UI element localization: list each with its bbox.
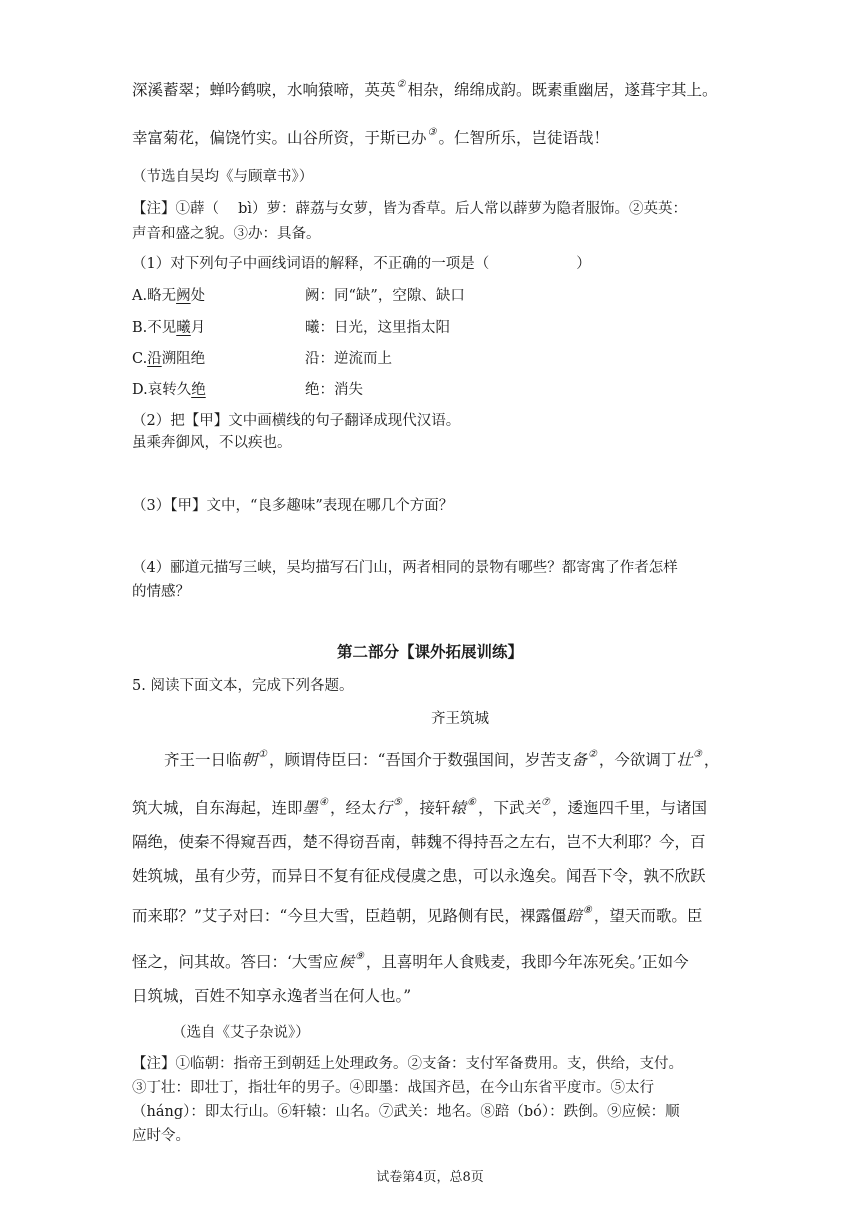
text: 处: [190, 288, 206, 304]
question-4-line: 的情感？: [132, 584, 190, 600]
note-line: 应时令。: [132, 1128, 190, 1144]
option-letter: A.: [132, 288, 148, 304]
text: 辕: [450, 799, 467, 817]
text: 略无: [147, 288, 177, 304]
note-marker: ②: [587, 749, 597, 760]
option-a: [132, 284, 205, 305]
option-c: [132, 347, 205, 368]
underlined-word: 曦: [176, 320, 191, 336]
note-marker: ②: [396, 79, 406, 90]
question-4-line: （4）郦道元描写三峡，吴均描写石门山，两者相同的景物有哪些？都寄寓了作者怎样: [132, 560, 678, 576]
text: 幸富菊花，偏饶竹实。山谷所资，于斯已办: [132, 129, 427, 147]
note-line: ③丁壮：即壮丁，指壮年的男子。④即墨：战国齐邑，在今山东省平度市。⑤太行: [132, 1080, 654, 1096]
option-letter: C.: [132, 351, 148, 367]
option-c-explanation: 沿：逆流而上: [305, 351, 392, 367]
note-marker: ③: [692, 749, 702, 760]
option-d: [132, 378, 206, 399]
note-line: （háng）：即太行山。⑥轩辕：山名。⑦武关：地名。⑧踣（bó）：跌倒。⑨应候：顺: [132, 1104, 680, 1120]
text: 壮: [676, 751, 692, 769]
note-marker: ⑤: [393, 797, 402, 808]
passage-line: [132, 126, 609, 148]
text: 溯阻绝: [161, 351, 206, 367]
text: 齐王一日临: [164, 751, 242, 769]
question-1-stem: （1）对下列句子中画线词语的解释，不正确的一项是（ ）: [132, 256, 591, 272]
note-line: 声音和盛之貌。③办：具备。: [132, 226, 321, 242]
passage-line: 日筑城，百姓不知享永逸者当在何人也。”: [132, 987, 412, 1005]
text: 不见: [147, 320, 177, 336]
note-marker: ④: [319, 797, 328, 808]
text: ，顾谓侍臣曰：“吾国介于数强国间，岁苦支: [269, 751, 572, 769]
text: ，今欲调丁: [598, 751, 677, 769]
text: 。仁智所乐，岂徒语哉！: [438, 129, 609, 147]
text: 朝: [241, 751, 258, 769]
text: ，逶迤四千里，与诸国: [552, 799, 708, 817]
text: 相杂，绵绵成韵。既素重幽居，遂葺宇其上。: [407, 81, 718, 99]
text: ，且喜明年人食贱麦，我即今年冻死矣。’正如今: [365, 953, 689, 971]
option-b-explanation: 曦：日光，这里指太阳: [305, 320, 450, 336]
option-b: [132, 316, 205, 337]
option-d-explanation: 绝：消失: [305, 382, 363, 398]
note-marker: ⑧: [582, 905, 592, 916]
passage-line: [132, 78, 718, 100]
text: ，经太: [330, 799, 377, 817]
passage-line: 姓筑城，虽有少劳，而异日不复有征戍侵虞之患，可以永逸矣。闻吾下令，孰不欣跃: [132, 867, 706, 885]
passage-title: 齐王筑城: [431, 711, 489, 727]
text: 筑大城，自东海起，连即: [132, 799, 303, 817]
text: 备: [571, 751, 587, 769]
question-3-stem: （3）【甲】文中，“良多趣味”表现在哪几个方面？: [132, 498, 454, 514]
text: 怪之，问其故。答曰：‘大雪应: [132, 953, 339, 971]
question-2-sentence: 虽乘奔御风，不以疾也。: [132, 435, 292, 451]
text: ，接轩: [404, 799, 451, 817]
note-marker: ⑨: [354, 951, 364, 962]
note-line: 【注】①临朝：指帝王到朝廷上处理政务。②支备：支付军备费用。支，供给，支付。: [132, 1056, 683, 1072]
note-marker: ③: [427, 127, 437, 138]
text: ，望天而歌。臣: [593, 907, 703, 925]
option-letter: D.: [132, 382, 148, 398]
page-footer: 试卷第4页，总8页: [376, 1170, 484, 1185]
question-2-stem: （2）把【甲】文中画横线的句子翻译成现代汉语。: [132, 413, 461, 429]
note-marker: ⑦: [541, 797, 550, 808]
passage-line: [132, 950, 689, 972]
passage-line: [132, 904, 702, 926]
underlined-word: 沿: [147, 351, 162, 367]
text: 候: [338, 953, 354, 971]
note-marker: ①: [258, 749, 267, 760]
underlined-word: 阙: [176, 288, 191, 304]
text: 行: [376, 799, 393, 817]
passage-line: 隔绝，使秦不得窥吾西，楚不得窃吾南，韩魏不得持吾之左右，岂不大利耶？今，百: [132, 833, 706, 851]
passage-source: （选自《艾子杂说》）: [172, 1025, 310, 1041]
text: 而来耶？”艾子对曰：“今旦大雪，臣趋朝，见路侧有民，裸露僵: [132, 907, 567, 925]
passage-line: [132, 796, 707, 818]
text: 关: [524, 799, 541, 817]
passage-source: （节选自吴均《与顾章书》）: [132, 169, 314, 185]
text: ，下武: [478, 799, 525, 817]
question-5-stem: 5. 阅读下面文本，完成下列各题。: [132, 678, 354, 694]
text: 墨: [302, 799, 319, 817]
text: 哀转久: [147, 382, 192, 398]
text: 月: [190, 320, 206, 336]
text: ，: [703, 751, 720, 769]
section-heading: 第二部分【课外拓展训练】: [336, 642, 523, 661]
note-line: 【注】①薜（ bì）萝：薜荔与女萝，皆为香草。后人常以薜萝为隐者服饰。②英英：: [132, 201, 688, 217]
text: 深溪蓄翠；蝉吟鹤唳，水响猿啼，英英: [132, 81, 396, 99]
text: 踣: [566, 907, 582, 925]
option-a-explanation: 阙：同“缺”，空隙、缺口: [305, 288, 465, 304]
note-marker: ⑥: [467, 797, 476, 808]
option-letter: B.: [132, 320, 148, 336]
underlined-word: 绝: [191, 382, 206, 398]
passage-line: [164, 748, 719, 770]
